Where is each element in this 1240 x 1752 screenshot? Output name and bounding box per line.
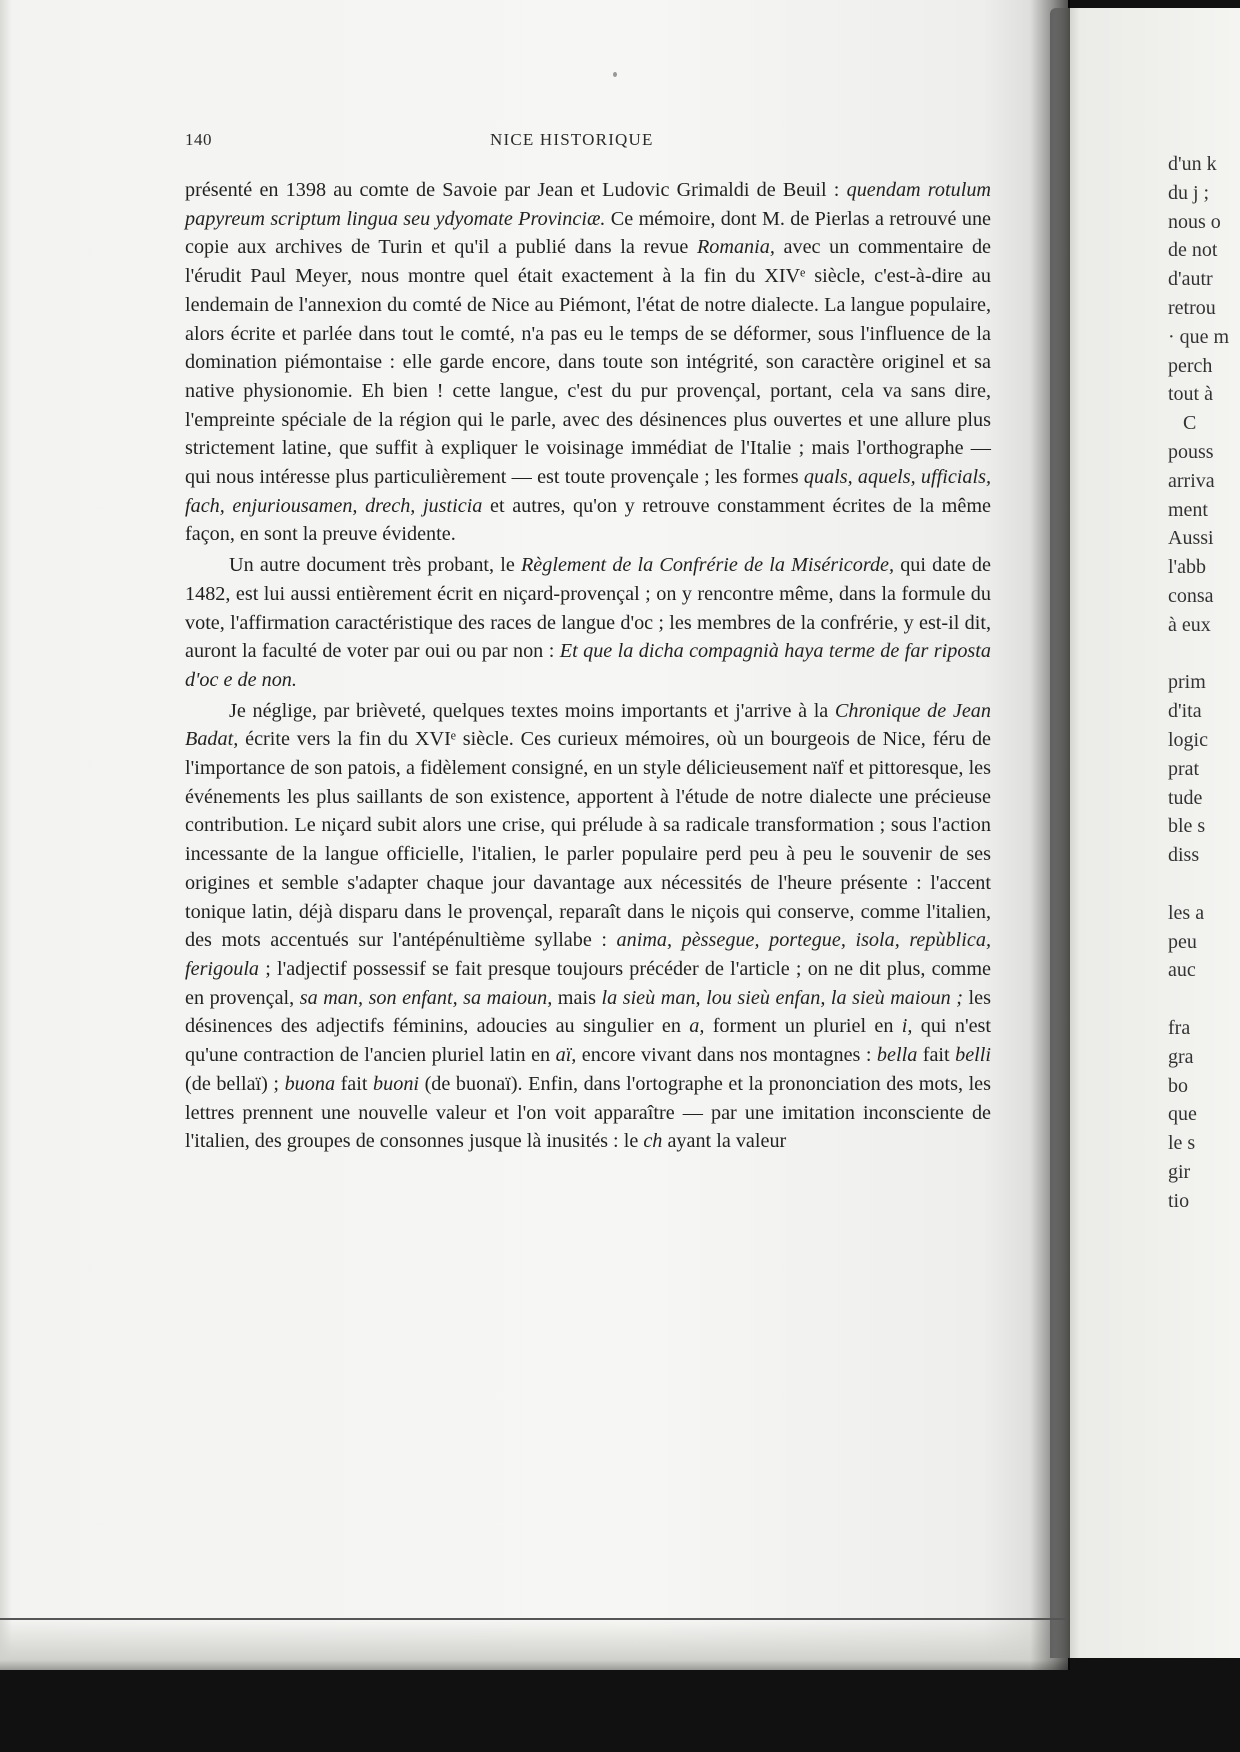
italic-text-run: aï, [555, 1044, 577, 1067]
running-title: NICE HISTORIQUE [490, 130, 654, 149]
text-run: Je néglige, par brièveté, quelques textes moins importants et j'arrive à la [229, 699, 835, 722]
facing-page-line: pouss [1168, 440, 1214, 463]
facing-page-line: C [1168, 412, 1197, 435]
italic-text-run: la sieù man, lou sieù enfan, la sieù maioun ; [601, 986, 964, 1009]
gutter-shadow [1030, 0, 1070, 1670]
facing-page-line: consa [1168, 584, 1214, 607]
facing-page-line: auc [1168, 959, 1196, 982]
facing-page-line: du j ; [1168, 181, 1210, 204]
italic-text-run: bella [876, 1044, 918, 1067]
paragraph [185, 176, 991, 549]
facing-page-line: ment [1168, 498, 1208, 521]
text-run: qui date de 1482, est lui aussi entièrement écrit en niçard-provençal ; on y rencontre même, dans la formule du vote, l'affirmation caractéristique des races de langue d'oc ; les membres de la confrérie, y est-il dit, auront la faculté de voter par oui ou par non : [185, 554, 991, 663]
italic-text-run: sa man, son enfant, sa maioun, [299, 986, 553, 1009]
italic-text-run: belli [955, 1044, 992, 1067]
text-run: et autres, qu'on y retrouve constamment écrites de la même façon, en sont la preuve évidente. [185, 494, 991, 546]
facing-page-line: à eux [1168, 613, 1211, 636]
text-run: présenté en 1398 au comte de Savoie par Jean et Ludovic Grimaldi de Beuil : [185, 179, 847, 201]
italic-text-run: quendam rotulum papyreum scriptum lingua seu ydyomate Provinciæ. [185, 179, 991, 230]
paragraph [185, 697, 991, 1156]
facing-page-line: d'autr [1168, 268, 1213, 291]
text-run: fait [917, 1044, 956, 1067]
facing-page-line: tude [1168, 786, 1203, 809]
facing-page-line: que [1168, 1103, 1197, 1126]
text-run: écrite vers la fin du XVIᵉ siècle. Ces curieux mémoires, où un bourgeois de Nice, féru de l'importance de son patois, a fidèlement consigné, en un style délicieusement naïf et pittoresque, les événements les plus saillants de son existence, apportent à l'étude de notre dialecte une précieuse contribution. Le niçard subit alors une crise, qui prélude à sa radicale transformation ; sous l'action incessante de la langue officielle, l'italien, le parler populaire perd peu à peu le souvenir de ses origines et semble s'adapter chaque jour davantage aux nécessités de l'heure présente : l'accent tonique latin, déjà disparu dans le provençal, reparaît dans le niçois qui conserve, comme l'italien, des mots accentués sur l'antépénultième syllabe : [185, 728, 991, 952]
facing-page-line: d'un k [1168, 153, 1217, 175]
text-run: fait [335, 1072, 374, 1095]
text-run: ; l'adjectif possessif se fait presque toujours précéder de l'article ; on ne dit plus, comme en provençal, [185, 957, 991, 1009]
facing-page-line: nous o [1168, 210, 1221, 233]
facing-page-line: diss [1168, 844, 1200, 867]
italic-text-run: Chronique de Jean Badat, [185, 699, 991, 751]
facing-page-line: l'abb [1168, 556, 1207, 579]
text-run: forment un pluriel en [704, 1015, 902, 1038]
facing-page-text [1168, 150, 1229, 1215]
italic-text-run: Romania, [696, 236, 775, 259]
italic-text-run: Règlement de la Confrérie de la Miséricorde, [520, 554, 895, 577]
facing-page-line: peu [1168, 930, 1197, 953]
facing-page-line [1168, 870, 1229, 899]
facing-page-line: ble s [1168, 815, 1206, 838]
facing-page-line: bo [1168, 1074, 1188, 1097]
text-run: (de buonaï). Enfin, dans l'ortographe et la prononciation des mots, les lettres prennent une nouvelle valeur et l'on voit apparaître — par une imitation inconsciente de l'italien, des groupes de consonnes jusque là inusités : le [185, 1072, 991, 1153]
facing-page-line: le s [1168, 1132, 1196, 1155]
text-run: les désinences des adjectifs féminins, adoucies au singulier en [185, 986, 991, 1038]
text-run: encore vivant dans nos montagnes : [576, 1044, 877, 1067]
italic-text-run: anima, pèssegue, portegue, isola, repùblica, ferigoula [185, 929, 991, 980]
italic-text-run: quals, aquels, ufficials, fach, enjuriousamen, drech, justicia [185, 466, 991, 517]
italic-text-run: buona [284, 1072, 336, 1095]
body-text [185, 176, 991, 1156]
facing-page-line [1168, 640, 1229, 669]
facing-page-line: gra [1168, 1045, 1194, 1068]
text-run: mais [552, 986, 602, 1009]
facing-page-line [1168, 985, 1229, 1014]
text-run: Un autre document très probant, le [229, 554, 521, 577]
italic-text-run: buoni [373, 1072, 420, 1095]
facing-page-line: perch [1168, 354, 1213, 377]
facing-page-line: tout à [1168, 383, 1213, 406]
facing-page-line: arriva [1168, 469, 1215, 492]
facing-page-line: prim [1168, 671, 1206, 694]
facing-page-line: d'ita [1168, 700, 1202, 723]
text-run: Ce mémoire, dont M. de Pierlas a retrouvé une copie aux archives de Turin et qu'il a publié dans la revue [185, 207, 991, 259]
text-run: qui n'est qu'une contraction de l'ancien pluriel latin en [185, 1015, 992, 1067]
facing-page-line: logic [1168, 728, 1208, 751]
facing-page-line: de not [1168, 239, 1218, 262]
italic-text-run: a, [689, 1015, 705, 1038]
paragraph [185, 551, 991, 695]
facing-page-line: fra [1168, 1016, 1191, 1039]
italic-text-run: i, [901, 1015, 913, 1038]
facing-page-line: retrou [1168, 296, 1216, 319]
italic-text-run: ch [643, 1130, 663, 1153]
text-run: avec un commentaire de l'érudit Paul Meyer, nous montre quel était exactement à la fin du XIVᵉ siècle, c'est-à-dire au lendemain de l'annexion du comté de Nice au Piémont, l'état de notre dialecte. La langue populaire, alors écrite et parlée dans tout le comté, n'a pas eu le temps de se déformer, sous l'influence de la domination piémontaise : elle garde encore, dans toute son intégrité, son caractère originel et sa native physionomie. Eh bien ! cette langue, c'est du pur provençal, portant, cela va sans dire, l'empreinte spéciale de la région qui le parle, avec des désinences plus ouvertes et une allure plus strictement latine, que suffit à expliquer le voisinage immédiat de l'Italie ; mais l'orthographe — qui nous intéresse plus particulièrement — est toute provençale ; les formes [185, 236, 991, 489]
facing-page-line: · que m [1168, 325, 1230, 348]
page-number: 140 [185, 130, 212, 149]
text-run: ayant la valeur [662, 1130, 787, 1153]
facing-page-line: gir [1168, 1160, 1191, 1183]
page-bottom-edge [0, 1618, 1068, 1620]
facing-page-line: les a [1168, 901, 1205, 924]
text-run: (de bellaï) ; [185, 1072, 285, 1095]
italic-text-run: Et que la dicha compagnià haya terme de far riposta d'oc e de non. [185, 640, 991, 691]
facing-page-line: Aussi [1168, 527, 1214, 550]
facing-page-line: tio [1168, 1189, 1190, 1212]
paper-speck [613, 72, 617, 77]
facing-page-line: prat [1168, 757, 1200, 780]
